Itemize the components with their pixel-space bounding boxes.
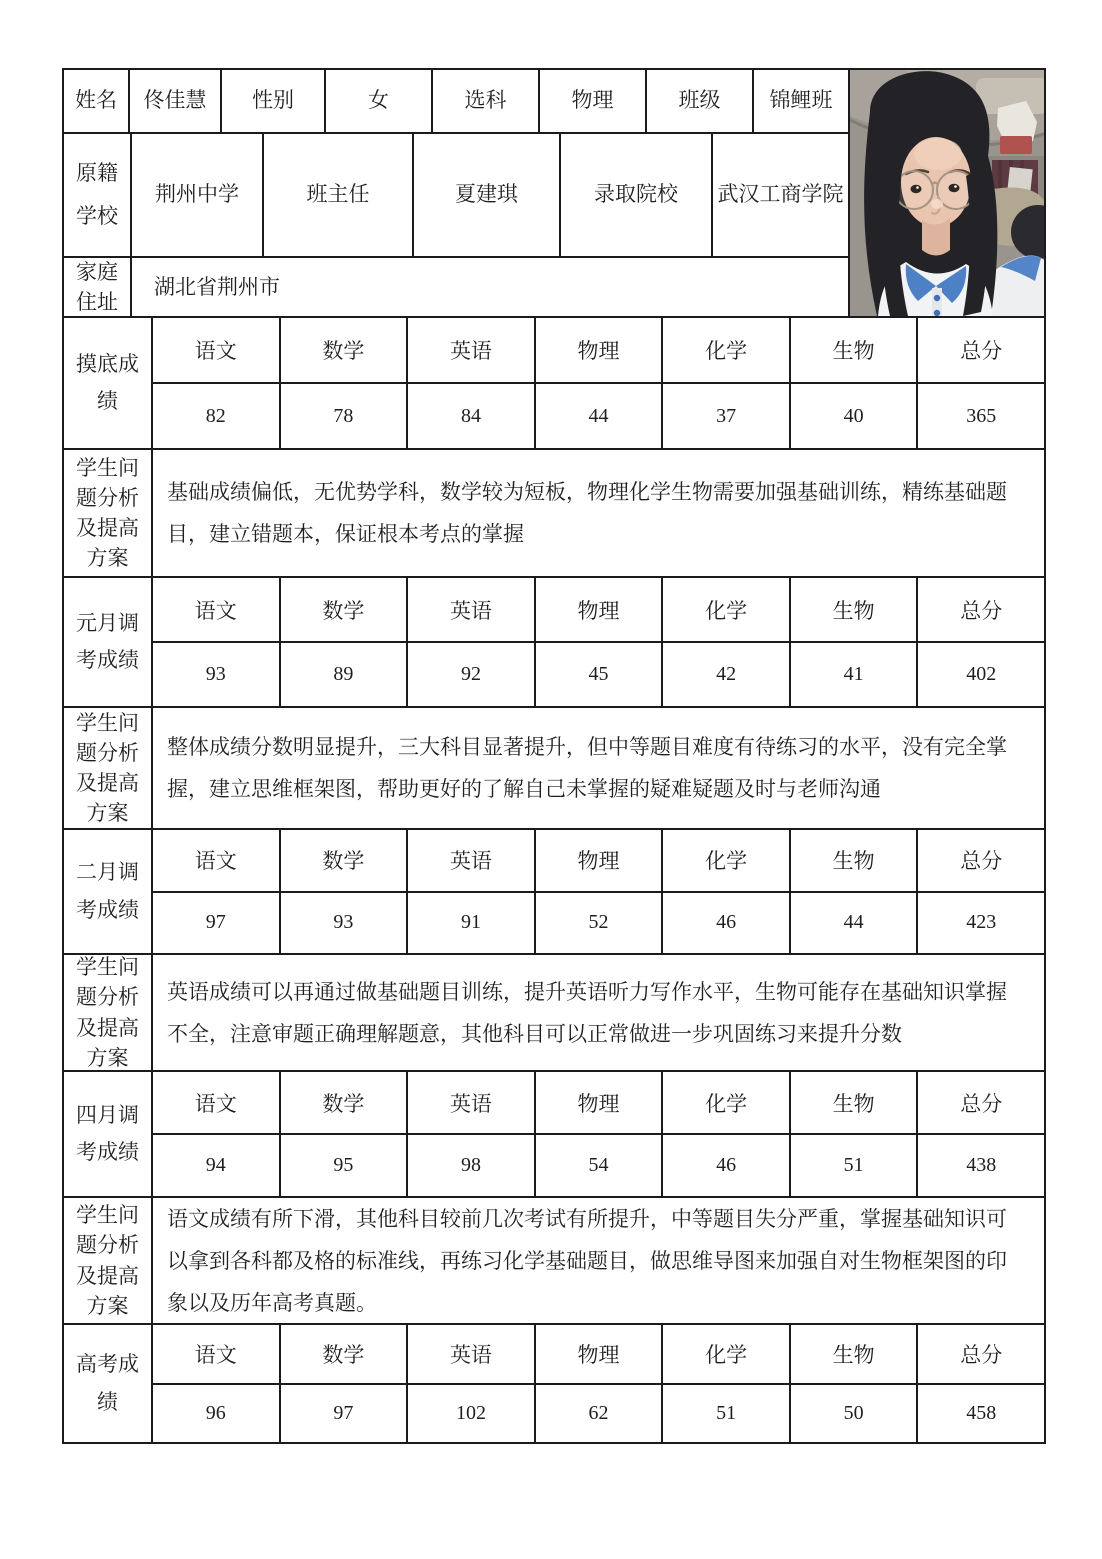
score-value: 62 <box>536 1385 664 1443</box>
student-info-section <box>64 70 1044 318</box>
score-section-label: 摸底成绩 <box>64 318 153 448</box>
subject-header: 英语 <box>408 1325 536 1383</box>
address-value: 湖北省荆州市 <box>132 258 850 316</box>
score-value: 423 <box>966 911 997 934</box>
student-photo-image <box>850 70 1044 316</box>
subject-header: 英语 <box>408 318 536 382</box>
score-value: 95 <box>281 1135 409 1196</box>
subject-header: 语文 <box>153 578 281 641</box>
score-value: 402 <box>966 663 997 685</box>
subject-header-row <box>153 1072 1044 1135</box>
subject-header: 物理 <box>536 1072 664 1133</box>
subject-header: 语文 <box>153 318 281 382</box>
analysis-section-label: 学生问题分析及提高方案 <box>64 1198 153 1323</box>
subject-header: 数学 <box>281 318 409 382</box>
score-value-row <box>153 893 1044 954</box>
subject-header: 化学 <box>663 1325 791 1383</box>
subject-header: 数学 <box>281 1325 409 1383</box>
info-row-basic <box>64 70 850 134</box>
subject-header: 数学 <box>281 830 409 891</box>
score-value: 97 <box>281 1385 409 1443</box>
score-value-row <box>153 643 1044 706</box>
analysis-text: 语文成绩有所下滑，其他科目较前几次考试有所提升，中等题目失分严重，掌握基础知识可以拿到各科都及格的标准线，再练习化学基础题目，做思维导图来加强自对生物框架图的印象以及历年高考真题。 <box>167 1206 1007 1315</box>
head-teacher-label: 班主任 <box>264 134 414 256</box>
college-value: 武汉工商学院 <box>713 134 850 256</box>
analysis-text: 基础成绩偏低，无优势学科，数学较为短板，物理化学生物需要加强基础训练，精练基础题目，建立错题本，保证根本考点的掌握 <box>167 480 1007 546</box>
subject-header: 生物 <box>791 1325 919 1383</box>
score-value: 50 <box>791 1385 919 1443</box>
address-label: 家庭住址 <box>64 258 132 316</box>
subject-header: 英语 <box>408 578 536 641</box>
score-value: 45 <box>536 643 664 706</box>
score-value: 102 <box>408 1385 536 1443</box>
score-value: 89 <box>281 643 409 706</box>
subject-header: 生物 <box>791 1072 919 1133</box>
score-value: 94 <box>153 1135 281 1196</box>
score-section-gaokao <box>64 1325 1044 1442</box>
score-section-label: 高考成绩 <box>64 1325 153 1442</box>
subject-header: 总分 <box>960 849 1003 874</box>
subject-header: 化学 <box>663 830 791 891</box>
subject-header: 英语 <box>408 830 536 891</box>
analysis-section-label: 学生问题分析及提高方案 <box>64 708 153 828</box>
score-value: 84 <box>408 384 536 448</box>
score-value-row <box>153 384 1044 448</box>
score-value: 438 <box>966 1154 997 1176</box>
score-value: 41 <box>791 643 919 706</box>
score-value: 92 <box>408 643 536 706</box>
class-value: 锦鲤班 <box>754 70 850 132</box>
subject-header: 总分 <box>960 339 1003 363</box>
score-value: 78 <box>281 384 409 448</box>
score-value-row <box>153 1135 1044 1196</box>
subject-header: 语文 <box>153 1072 281 1133</box>
score-value: 40 <box>791 384 919 448</box>
score-value: 46 <box>663 1135 791 1196</box>
class-label: 班级 <box>647 70 754 132</box>
score-value: 37 <box>663 384 791 448</box>
score-value: 93 <box>281 893 409 954</box>
college-label: 录取院校 <box>561 134 713 256</box>
score-section-april <box>64 1072 1044 1198</box>
score-value: 52 <box>536 893 664 954</box>
subject-header: 数学 <box>281 1072 409 1133</box>
subject-header: 物理 <box>536 830 664 891</box>
subject-header: 化学 <box>663 578 791 641</box>
analysis-text: 整体成绩分数明显提升，三大科目显著提升，但中等题目难度有待练习的水平，没有完全掌握，建立思维框架图，帮助更好的了解自己未掌握的疑难疑题及时与老师沟通 <box>167 735 1007 801</box>
score-value: 91 <box>408 893 536 954</box>
score-value: 51 <box>791 1135 919 1196</box>
info-row-address <box>64 258 850 318</box>
analysis-section-label: 学生问题分析及提高方案 <box>64 450 153 576</box>
subject-header: 生物 <box>791 830 919 891</box>
analysis-text: 英语成绩可以再通过做基础题目训练，提升英语听力写作水平，生物可能存在基础知识掌握不全，注意审题正确理解题意，其他科目可以正常做进一步巩固练习来提升分数 <box>167 979 1007 1046</box>
subject-header: 物理 <box>536 318 664 382</box>
subject-header: 总分 <box>960 1091 1003 1116</box>
origin-school-value: 荆州中学 <box>132 134 264 256</box>
score-value: 82 <box>153 384 281 448</box>
subject-header: 英语 <box>408 1072 536 1133</box>
subject-header: 物理 <box>536 578 664 641</box>
score-value-row <box>153 1385 1044 1443</box>
score-value: 96 <box>153 1385 281 1443</box>
head-teacher-value: 夏建琪 <box>414 134 561 256</box>
origin-school-label: 原籍学校 <box>64 134 132 256</box>
score-value: 51 <box>663 1385 791 1443</box>
score-value: 44 <box>791 893 919 954</box>
score-section-label: 四月调考成绩 <box>64 1072 153 1196</box>
score-value: 97 <box>153 893 281 954</box>
subject-header: 语文 <box>153 830 281 891</box>
elective-label: 选科 <box>433 70 540 132</box>
score-section-baseline <box>64 318 1044 450</box>
subject-header-row <box>153 1325 1044 1385</box>
subject-header: 生物 <box>791 318 919 382</box>
score-value: 42 <box>663 643 791 706</box>
info-row-school <box>64 134 850 258</box>
subject-header-row <box>153 578 1044 643</box>
score-value: 93 <box>153 643 281 706</box>
analysis-section-1 <box>64 450 1044 578</box>
score-value: 458 <box>966 1401 997 1424</box>
score-value: 98 <box>408 1135 536 1196</box>
analysis-section-2 <box>64 708 1044 830</box>
subject-header-row <box>153 318 1044 384</box>
subject-header: 数学 <box>281 578 409 641</box>
subject-header: 化学 <box>663 1072 791 1133</box>
score-section-label: 元月调考成绩 <box>64 578 153 706</box>
name-label: 姓名 <box>64 70 130 132</box>
student-photo <box>850 70 1044 318</box>
gender-value: 女 <box>326 70 433 132</box>
score-section-february <box>64 830 1044 955</box>
analysis-section-4 <box>64 1198 1044 1325</box>
subject-header-row <box>153 830 1044 893</box>
subject-header: 物理 <box>536 1325 664 1383</box>
gender-label: 性别 <box>222 70 326 132</box>
score-value: 44 <box>536 384 664 448</box>
elective-value: 物理 <box>540 70 647 132</box>
student-record-table <box>62 68 1046 1444</box>
score-value: 46 <box>663 893 791 954</box>
name-value: 佟佳慧 <box>130 70 222 132</box>
score-section-january <box>64 578 1044 708</box>
subject-header: 化学 <box>663 318 791 382</box>
score-value: 365 <box>966 404 997 427</box>
subject-header: 总分 <box>960 1342 1003 1367</box>
analysis-section-3 <box>64 955 1044 1072</box>
analysis-section-label: 学生问题分析及提高方案 <box>64 955 153 1070</box>
score-section-label: 二月调考成绩 <box>64 830 153 953</box>
subject-header: 语文 <box>153 1325 281 1383</box>
score-value: 54 <box>536 1135 664 1196</box>
subject-header: 生物 <box>791 578 919 641</box>
subject-header: 总分 <box>960 598 1003 623</box>
